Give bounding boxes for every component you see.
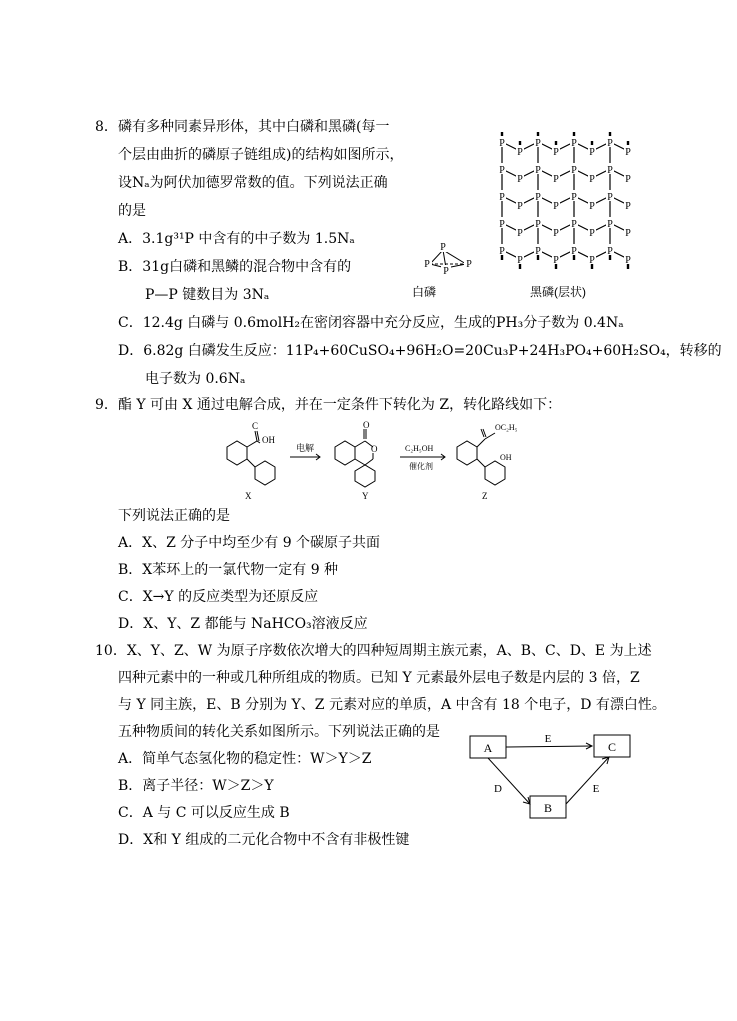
q9-option-d: D．X、Y、Z 都能与 NaHCO₃溶液反应 — [118, 616, 368, 632]
q8-stem-line-1: 磷有多种同素异形体，其中白磷和黑磷(每一 — [118, 119, 390, 135]
x-benzene-ring-1 — [227, 441, 247, 465]
svg-text:P: P — [440, 242, 446, 253]
q9-reaction-scheme — [205, 415, 565, 505]
edge-ab-label: D — [494, 783, 502, 795]
phosphorus-atom: P — [625, 228, 631, 239]
phosphorus-atom: P — [625, 201, 631, 212]
svg-text:Z: Z — [482, 491, 488, 501]
svg-text:P: P — [443, 266, 449, 277]
q10-stem-line-4: 五种物质间的转化关系如图所示。下列说法正确的是 — [118, 724, 440, 740]
q8-option-c: C．12.4g 白磷与 0.6molH₂在密闭容器中充分反应，生成的PH₃分子数为 0.4Nₐ — [118, 315, 624, 331]
phosphorus-atom: P — [589, 228, 595, 239]
phosphorus-atom: P — [499, 246, 505, 257]
phosphorus-atom: P — [607, 219, 613, 230]
svg-text:OH: OH — [500, 453, 512, 462]
q8-stem-line-2: 个层由曲折的磷原子链组成)的结构如图所示， — [118, 147, 404, 163]
phosphorus-atom: P — [553, 174, 559, 185]
phosphorus-atom: P — [517, 228, 523, 239]
box-b-label: B — [543, 801, 553, 815]
phosphorus-atom: P — [553, 147, 559, 158]
q10-option-b: B．离子半径：W＞Z＞Y — [118, 778, 274, 794]
phosphorus-atom: P — [535, 246, 541, 257]
box-c-label: C — [607, 740, 617, 754]
q10-option-d: D．X和 Y 组成的二元化合物中不含有非极性键 — [118, 832, 410, 848]
svg-text:X: X — [245, 491, 252, 501]
q8-stem-line-4: 的是 — [118, 203, 146, 219]
phosphorus-atom: P — [571, 246, 577, 257]
phosphorus-atom: P — [589, 201, 595, 212]
black-phosphorus-figure — [492, 128, 652, 278]
x-benzene-ring-2 — [255, 461, 275, 485]
q8-option-a: A．3.1g³¹P 中含有的中子数为 1.5Nₐ — [118, 231, 355, 247]
phosphorus-atom: P — [607, 192, 613, 203]
white-phosphorus-label: 白磷 — [412, 285, 437, 299]
phosphorus-atom: P — [517, 255, 523, 266]
phosphorus-atom: P — [571, 165, 577, 176]
svg-text:C: C — [252, 421, 259, 431]
phosphorus-atom: P — [571, 192, 577, 203]
phosphorus-atom: P — [553, 255, 559, 266]
svg-text:O: O — [363, 420, 370, 430]
q10-option-c: C．A 与 C 可以反应生成 B — [118, 805, 290, 821]
phosphorus-atom: P — [571, 219, 577, 230]
phosphorus-atom: P — [553, 228, 559, 239]
q10-stem-line-1: 10．X、Y、Z、W 为原子序数依次增大的四种短周期主族元素，A、B、C、D、E 为上述 — [95, 643, 652, 659]
q9-prompt: 下列说法正确的是 — [118, 508, 230, 524]
phosphorus-atom: P — [589, 255, 595, 266]
phosphorus-atom: P — [553, 201, 559, 212]
q10-stem-line-2: 四种元素中的一种或几种所组成的物质。已知 Y 元素最外层电子数是内层的 3 倍，Z — [118, 670, 640, 686]
edge-bc-label: E — [592, 783, 600, 795]
q10-conversion-diagram — [468, 732, 638, 824]
phosphorus-atom: P — [535, 165, 541, 176]
svg-text:OH: OH — [262, 435, 275, 445]
phosphorus-atom: P — [517, 147, 523, 158]
q9-option-b: B．X苯环上的一氯代物一定有 9 种 — [118, 562, 339, 578]
phosphorus-atom: P — [625, 174, 631, 185]
svg-text:P: P — [466, 259, 472, 270]
y-benzene-ring-1 — [335, 441, 355, 465]
q8-option-d-line-1: D．6.82g 白磷发生反应：11P₄+60CuSO₄+96H₂O=20Cu₃P+24H₃PO₄+60H₂SO₄，转移的 — [118, 343, 722, 359]
phosphorus-atom: P — [517, 174, 523, 185]
black-phosphorus-label: 黑磷(层状) — [530, 285, 586, 299]
phosphorus-atom: P — [499, 138, 505, 149]
phosphorus-atom: P — [535, 138, 541, 149]
box-a-label: A — [483, 741, 493, 755]
phosphorus-atom: P — [535, 192, 541, 203]
svg-text:C₂H₅OH: C₂H₅OH — [405, 444, 434, 453]
phosphorus-atom: P — [625, 147, 631, 158]
svg-text:Y: Y — [362, 491, 369, 501]
z-benzene-ring-1 — [457, 441, 477, 465]
phosphorus-atom: P — [499, 219, 505, 230]
y-benzene-ring-2 — [355, 465, 375, 487]
phosphorus-atom: P — [499, 165, 505, 176]
q10-option-a: A．简单气态氢化物的稳定性：W＞Y＞Z — [118, 751, 372, 767]
phosphorus-atom: P — [571, 138, 577, 149]
q8-option-b-line-1: B．31g白磷和黑鳞的混合物中含有的 — [118, 259, 352, 275]
svg-text:OC₂H₅: OC₂H₅ — [495, 423, 518, 432]
q8-number: 8． — [95, 119, 118, 135]
phosphorus-atom: P — [499, 192, 505, 203]
svg-text:O: O — [371, 444, 378, 454]
q8-stem-line-3: 设Nₐ为阿伏加德罗常数的值。下列说法正确 — [118, 175, 388, 191]
phosphorus-atom: P — [589, 147, 595, 158]
z-benzene-ring-2 — [485, 461, 505, 485]
white-phosphorus-figure — [408, 240, 498, 280]
phosphorus-atom: P — [607, 165, 613, 176]
q8-option-b-line-2: P—P 键数目为 3Nₐ — [145, 287, 270, 303]
phosphorus-atom: P — [607, 246, 613, 257]
q9-option-c: C．X→Y 的反应类型为还原反应 — [118, 589, 319, 605]
q10-stem-line-3: 与 Y 同主族，E、B 分别为 Y、Z 元素对应的单质，A 中含有 18 个电子，D 有漂白性。 — [118, 697, 666, 713]
q9-stem: 9．酯 Y 可由 X 通过电解合成，并在一定条件下转化为 Z，转化路线如下： — [95, 397, 562, 413]
svg-text:P: P — [424, 259, 430, 270]
q8-option-d-line-2: 电子数为 0.6Nₐ — [145, 371, 246, 387]
phosphorus-atom: P — [607, 138, 613, 149]
phosphorus-atom: P — [517, 201, 523, 212]
q9-option-a: A．X、Z 分子中均至少有 9 个碳原子共面 — [118, 535, 381, 551]
svg-text:电解: 电解 — [296, 443, 315, 453]
phosphorus-atom: P — [535, 219, 541, 230]
edge-ac-label: E — [544, 733, 552, 745]
svg-text:催化剂: 催化剂 — [409, 462, 433, 471]
phosphorus-atom: P — [625, 255, 631, 266]
phosphorus-atom: P — [589, 174, 595, 185]
